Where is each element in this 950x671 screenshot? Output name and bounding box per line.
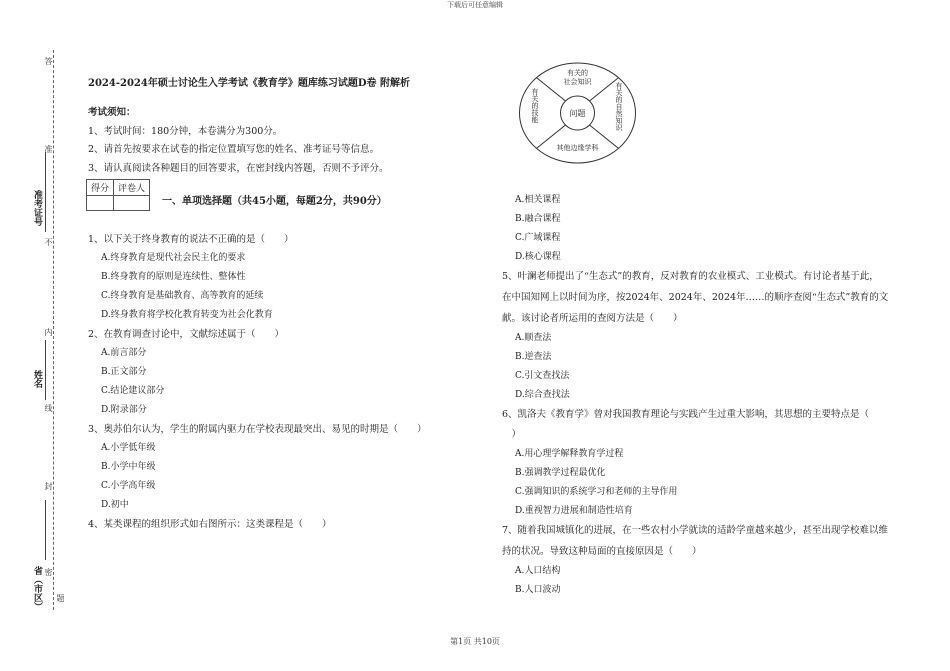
diagram-top-label: 有关的社会知识 (563, 69, 592, 86)
question-7-line: 7、随着我国城镇化的进展，在一些农村小学就读的适龄学童越来越少，甚至出现学校难以维 (502, 525, 889, 536)
question-option[interactable]: C.强调知识的系统学习和老师的主导作用 (515, 487, 678, 497)
margin-mark: 答 (44, 57, 53, 65)
question-option[interactable]: A.顺查法 (515, 333, 552, 343)
diagram-center-label: 问题 (569, 109, 586, 118)
question-option[interactable]: B.人口波动 (515, 585, 561, 595)
question-option[interactable]: C.引文查找法 (515, 371, 570, 381)
grader-label: 评卷人 (114, 180, 150, 196)
page-title: 2024-2024年硕士讨论生入学考试《教育学》题库练习试题D卷 附解析 (88, 78, 410, 89)
margin-mark: 线 (44, 404, 53, 412)
question-option[interactable]: B.融合课程 (515, 214, 561, 224)
question-option[interactable]: D.附录部分 (101, 405, 147, 415)
question-2-stem: 2、在教育调查讨论中，文献综述属于（ ） (88, 329, 285, 340)
question-option[interactable]: A.小学低年级 (101, 443, 156, 453)
diagram-bottom-label: 其他边缘学科 (556, 144, 599, 152)
page-footer: 第1页 共10页 (450, 637, 500, 646)
question-option[interactable]: B.逆查法 (515, 352, 552, 362)
question-option[interactable]: C.终身教育是基础教育、高等教育的延续 (101, 291, 264, 301)
question-option[interactable]: A.终身教育是现代社会民主化的要求 (101, 253, 246, 263)
score-cell[interactable] (87, 196, 114, 211)
diagram-left-label: 有关的技能 (531, 88, 539, 123)
question-option[interactable]: D.初中 (101, 500, 129, 510)
question-option[interactable]: B.终身教育的原则是连续性、整体性 (101, 272, 246, 282)
score-label: 得分 (87, 180, 114, 196)
question-option[interactable]: B.正文部分 (101, 367, 147, 377)
question-1-stem: 1、以下关于终身教育的说法不正确的是（ ） (88, 234, 294, 245)
notice-item: 2、请首先按要求在试卷的指定位置填写您的姓名、准考证号等信息。 (88, 144, 380, 155)
name-line (45, 340, 46, 400)
question-option[interactable]: D.核心课程 (515, 252, 561, 262)
question-6-line: 6、凯洛夫《教育学》曾对我国教育理论与实践产生过重大影响，其思想的主要特点是（ (502, 409, 870, 420)
margin-mark: 密 (44, 568, 53, 576)
diagram-right-label: 有关的自然知识 (615, 82, 623, 131)
question-3-stem: 3、奥苏伯尔认为，学生的附属内驱力在学校表现最突出、易见的时期是（ ） (88, 424, 427, 435)
name-label: 姓名 (32, 370, 42, 388)
question-5-line: 在中国知网上以时间为序，按2024年、2024年、2024年……的顺序查阅“生态式”教育的文 (502, 292, 889, 303)
exam-id-line (45, 152, 46, 232)
margin-mark: 题 (56, 594, 65, 602)
section-title: 一、单项选择题（共45小题，每题2分，共90分） (162, 196, 387, 207)
question-option[interactable]: A.相关课程 (515, 195, 561, 205)
margin-mark: 不 (44, 238, 53, 246)
margin-mark: 内 (44, 328, 53, 336)
question-5-line: 5、叶澜老师提出了“生态式”的教育，反对教育的农业模式、工业模式。有讨论者基于此， (502, 271, 879, 282)
margin-mark: 准 (44, 145, 53, 153)
exam-id-label: 准考证号 (32, 190, 42, 226)
question-6-line: ） (502, 429, 522, 440)
header-note: 下载后可任意编辑 (447, 1, 503, 9)
question-option[interactable]: D.重视智力进展和制造性培育 (515, 506, 633, 516)
grader-cell[interactable] (114, 196, 150, 211)
province-label: 省（市区） (32, 566, 42, 611)
question-option[interactable]: D.综合查找法 (515, 390, 570, 400)
question-option[interactable]: A.人口结构 (515, 566, 561, 576)
margin-mark: 封 (44, 482, 53, 490)
question-option[interactable]: D.终身教育将学校化教育转变为社会化教育 (101, 310, 273, 320)
notice-heading: 考试须知： (88, 107, 136, 118)
notice-item: 3、请认真阅读各种题目的回答要求，在密封线内答题，否则不予评分。 (88, 163, 389, 174)
question-option[interactable]: A.前言部分 (101, 348, 147, 358)
curriculum-diagram (515, 58, 640, 168)
question-option[interactable]: C.结论建议部分 (101, 386, 165, 396)
province-line (45, 500, 46, 560)
question-7-line: 持的状况。导致这种局面的直接原因是（ ） (502, 546, 702, 557)
question-5-line: 献。该讨论者所运用的查阅方法是（ ） (502, 313, 683, 324)
question-option[interactable]: B.小学中年级 (101, 462, 156, 472)
score-box (86, 179, 150, 211)
question-4-stem: 4、某类课程的组织形式如右图所示：这类课程是（ ） (88, 519, 332, 530)
notice-item: 1、考试时间：180分钟，本卷满分为300分。 (88, 126, 283, 137)
question-option[interactable]: C.广域课程 (515, 233, 561, 243)
question-option[interactable]: B.强调教学过程最优化 (515, 468, 606, 478)
question-option[interactable]: C.小学高年级 (101, 481, 156, 491)
question-option[interactable]: A.用心理学解释教育学过程 (515, 449, 624, 459)
